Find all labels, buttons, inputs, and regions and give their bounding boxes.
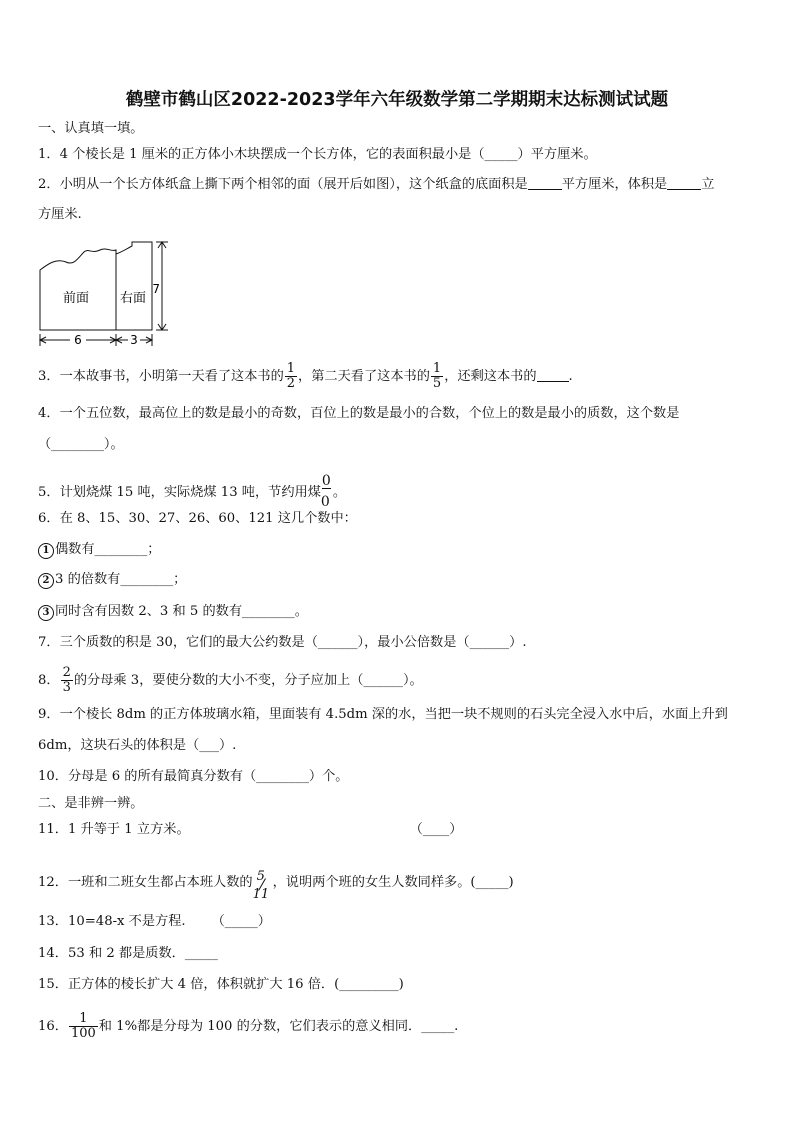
question-8 — [38, 666, 423, 695]
q2-text-b: 平方厘米，体积是 — [561, 177, 668, 192]
q2-text-c: 立 — [701, 177, 715, 192]
q3-fraction-2 — [431, 362, 443, 391]
question-11 — [38, 821, 462, 839]
q5-top-digit: 0 — [321, 473, 331, 489]
height-label: 7 — [152, 282, 160, 296]
q5-text-a: 5．计划烧煤 15 吨，实际烧煤 13 吨，节约用煤 — [38, 485, 321, 500]
q2-text-a: 2．小明从一个长方体纸盒上撕下两个相邻的面（展开后如图），这个纸盒的底面积是 — [38, 177, 528, 192]
q3-fraction-2-num: 1 — [432, 361, 442, 376]
question-10: 10．分母是 6 的所有最简真分数有（________）个。 — [38, 769, 349, 784]
q12-text-b: ，说明两个班的女生人数同样多。(_____) — [272, 875, 514, 890]
question-6-item-1 — [38, 541, 161, 559]
question-2 — [38, 176, 714, 194]
q8-fraction-den: 3 — [62, 680, 71, 695]
q3-fraction-1-num: 1 — [286, 361, 296, 376]
question-15: 15．正方体的棱长扩大 4 倍，体积就扩大 16 倍．(_________) — [38, 977, 404, 992]
section-heading-1: 一、认真填一填。 — [38, 121, 144, 136]
q6-item-3-text: 同时含有因数 2、3 和 5 的数有________。 — [55, 604, 308, 619]
question-2-cont: 方厘米. — [38, 207, 82, 222]
section-heading-2: 二、是非辨一辨。 — [38, 796, 144, 811]
q8-text: 的分母乘 3，要使分数的大小不变，分子应加上（______）。 — [73, 673, 423, 688]
question-4: 4．一个五位数，最高位上的数是最小的奇数，百位上的数是最小的合数，个位上的数是最小的质数，这个数是 — [38, 406, 680, 421]
q13-text: 13．10=48-x 不是方程. — [38, 914, 186, 929]
q16-number: 16． — [38, 1019, 68, 1034]
q12-fraction-den: 11 — [252, 887, 270, 902]
q12-text-a: 12．一班和二班女生都占本班人数的 — [38, 875, 253, 890]
q16-fraction-num: 1 — [79, 1011, 88, 1026]
circled-number-1: 1 — [38, 543, 54, 559]
q3-fraction-1 — [285, 362, 297, 391]
q5-fraction-bar — [322, 488, 331, 489]
question-6-item-3 — [38, 603, 308, 621]
question-12 — [38, 869, 514, 902]
q3-text-a: 3．一本故事书，小明第一天看了这本书的 — [38, 369, 284, 384]
question-13 — [38, 913, 271, 931]
depth-label: 3 — [130, 333, 138, 347]
q16-fraction-den: 100 — [70, 1026, 96, 1041]
question-16 — [38, 1012, 458, 1041]
q11-answer-slot[interactable]: （____） — [409, 822, 463, 837]
page-title: 鹤壁市鹤山区2022-2023学年六年级数学第二学期期末达标测试试题 — [125, 90, 669, 110]
q13-answer-slot[interactable]: （_____） — [211, 914, 271, 929]
question-5 — [38, 473, 347, 510]
front-face-label: 前面 — [62, 291, 90, 306]
question-14: 14．53 和 2 都是质数．_____ — [38, 946, 218, 961]
q6-item-2-text: 3 的倍数有________； — [55, 572, 187, 587]
q11-text: 11．1 升等于 1 立方米。 — [38, 822, 190, 837]
question-4-cont: （________）。 — [38, 437, 124, 452]
q6-item-1-text: 偶数有________； — [55, 542, 161, 557]
question-6-item-2 — [38, 571, 186, 589]
q8-fraction-num: 2 — [62, 665, 71, 680]
box-net-figure — [36, 238, 176, 350]
question-9-cont: 6dm，这块石头的体积是（___）. — [38, 738, 237, 753]
question-6: 6．在 8、15、30、27、26、60、121 这几个数中： — [38, 511, 357, 526]
q8-fraction — [61, 666, 73, 695]
q3-text-d: . — [568, 369, 573, 384]
question-3 — [38, 362, 573, 391]
question-7: 7．三个质数的积是 30，它们的最大公约数是（______），最小公倍数是（______）. — [38, 635, 527, 650]
q5-side-digit: 0 — [320, 494, 330, 510]
q8-number: 8． — [38, 673, 60, 688]
q16-fraction — [69, 1012, 98, 1041]
q3-fraction-1-den: 2 — [286, 376, 296, 391]
width-label: 6 — [74, 333, 82, 347]
q16-text: 和 1%都是分母为 100 的分数，它们表示的意义相同．_____. — [98, 1019, 459, 1034]
right-face-outline — [116, 242, 152, 330]
q2-blank-1[interactable] — [528, 176, 562, 190]
q3-blank[interactable] — [537, 368, 569, 382]
question-1: 1．4 个棱长是 1 厘米的正方体小木块摆成一个长方体，它的表面积最小是（_____）平方厘米。 — [38, 147, 597, 162]
question-9: 9．一个棱长 8dm 的正方体玻璃水箱，里面装有 4.5dm 深的水，当把一块不规则的石头完全浸入水中后，水面上升到 — [38, 707, 728, 722]
q2-blank-2[interactable] — [667, 176, 701, 190]
front-face-outline — [40, 249, 116, 330]
q3-text-b: ，第二天看了这本书的 — [298, 369, 430, 384]
circled-number-3: 3 — [38, 605, 54, 621]
q3-text-c: ，还剩这本书的 — [444, 369, 537, 384]
circled-number-2: 2 — [38, 573, 54, 589]
right-face-label: 右面 — [119, 291, 147, 306]
q12-fraction-num: 5 — [256, 869, 265, 884]
q5-text-c: 。 — [332, 485, 347, 500]
q3-fraction-2-den: 5 — [432, 376, 442, 391]
